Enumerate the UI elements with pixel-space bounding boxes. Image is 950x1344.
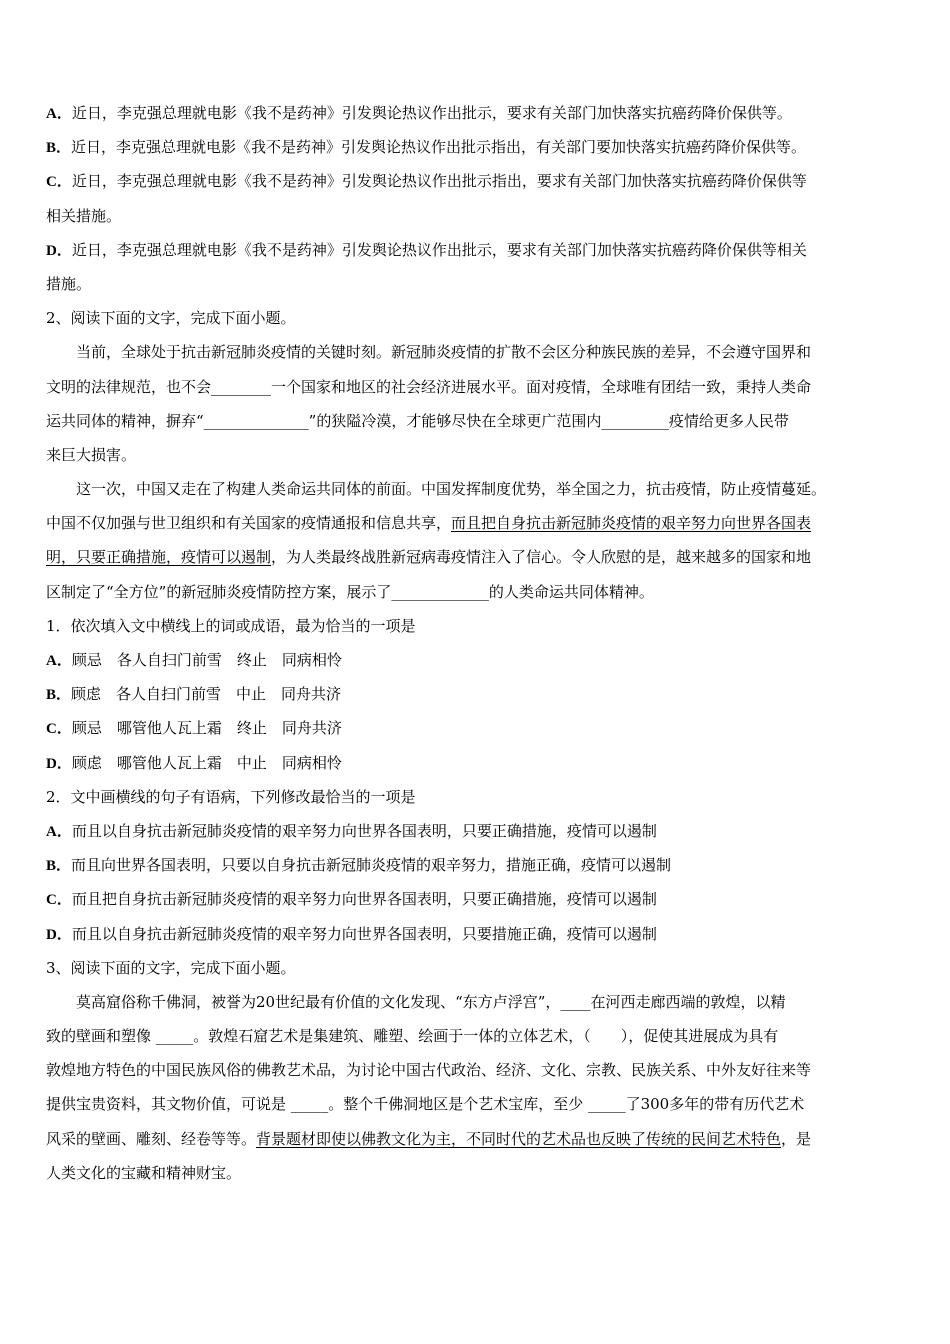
sub1-option-c xyxy=(46,711,906,745)
fill-blank-4: _____________ xyxy=(391,582,489,601)
fill-blank-3: _________ xyxy=(601,411,669,430)
section2-passage1-line3 xyxy=(46,404,906,438)
passage-text: 致的壁画和塑像 xyxy=(46,1027,156,1046)
passage-text: 。敦煌石窟艺术是集建筑、雕塑、绘画于一体的立体艺术，（ ），促使其进展成为具有 xyxy=(193,1027,779,1046)
option-label: D． xyxy=(46,926,72,943)
fill-blank-3: _____ xyxy=(290,1095,329,1114)
passage-text: 文明的法律规范，也不会 xyxy=(46,377,212,396)
option-text: 近日，李克强总理就电影《我不是药神》引发舆论热议作出批示，要求有关部门加快落实抗癌药降价保供等相关 xyxy=(71,240,807,259)
section2-passage1-line1: 当前，全球处于抗击新冠肺炎疫情的关键时刻。新冠肺炎疫情的扩散不会区分种族民族的差异，不会遵守国界和 xyxy=(76,343,812,362)
fill-blank-1: ____ xyxy=(560,992,591,1011)
sub2-option-d xyxy=(46,917,906,951)
option-text: 近日，李克强总理就电影《我不是药神》引发舆论热议作出批示指出，有关部门要加快落实抗癌药降价保供等。 xyxy=(71,138,807,157)
option-label: B． xyxy=(46,687,72,704)
q1-option-c xyxy=(46,164,906,198)
option-text: 顾虑 哪管他人瓦上霜 中止 同病相怜 xyxy=(71,753,342,772)
section2-passage2-line2 xyxy=(46,506,906,540)
option-label: C． xyxy=(46,892,72,909)
section2-passage1-line2 xyxy=(46,370,906,404)
section2-passage2-line3 xyxy=(46,540,906,574)
option-label: A． xyxy=(46,653,72,669)
option-text: 而且向世界各国表明，只要以自身抗击新冠肺炎疫情的艰辛努力，措施正确，疫情可以遏制 xyxy=(71,856,672,875)
passage-text: 了300多年的带有历代艺术 xyxy=(625,1095,805,1114)
q1-option-d-continued xyxy=(46,267,906,301)
fill-blank-4: _____ xyxy=(588,1095,626,1114)
passage-text: 莫高窟俗称千佛洞，被誉为20世纪最有价值的文化发现、“东方卢浮宫”， xyxy=(76,992,561,1011)
passage-text: 疫情给更多人民带 xyxy=(668,411,789,430)
option-label: C． xyxy=(46,174,72,191)
q1-option-b xyxy=(46,130,906,164)
option-label: B． xyxy=(46,140,72,157)
fill-blank-1: ________ xyxy=(211,377,272,396)
option-text: 近日，李克强总理就电影《我不是药神》引发舆论热议作出批示指出，要求有关部门加快落实抗癌药降价保供等 xyxy=(71,172,807,191)
option-text: 相关措施。 xyxy=(46,206,122,225)
passage-text: ，是 xyxy=(781,1129,812,1148)
option-text: 顾虑 各人自扫门前雪 中止 同舟共济 xyxy=(71,685,342,704)
section2-heading: 2、阅读下面的文字，完成下面小题。 xyxy=(46,309,296,328)
section3-passage-line1 xyxy=(46,985,906,1019)
option-text: 顾忌 哪管他人瓦上霜 终止 同舟共济 xyxy=(71,719,342,738)
passage-text: 区制定了“全方位”的新冠肺炎疫情防控方案，展示了 xyxy=(46,582,392,601)
section3-passage-line3: 敦煌地方特色的中国民族风俗的佛教艺术品，为讨论中国古代政治、经济、文化、宗教、民族关系、中外友好往来等 xyxy=(46,1061,812,1080)
option-label: B． xyxy=(46,858,72,875)
section3-passage-line6: 人类文化的宝藏和精神财宝。 xyxy=(46,1163,242,1182)
passage-text: 风采的壁画、雕刻、经卷等等。 xyxy=(46,1129,257,1148)
sub2-option-c xyxy=(46,882,906,916)
section2-passage2-line4 xyxy=(46,575,906,609)
section3-passage-line2 xyxy=(46,1019,906,1053)
sub1-option-b xyxy=(46,677,906,711)
option-text: 顾忌 各人自扫门前雪 终止 同病相怜 xyxy=(71,651,342,669)
passage-text: 。整个千佛洞地区是个艺术宝库，至少 xyxy=(328,1095,589,1114)
section2-passage1-line4: 来巨大损害。 xyxy=(46,445,137,464)
section3-heading: 3、阅读下面的文字，完成下面小题。 xyxy=(46,958,296,977)
option-label: A． xyxy=(46,106,72,122)
passage-text: 一个国家和地区的社会经济进展水平。面对疫情，全球唯有团结一致，秉持人类命 xyxy=(271,377,812,396)
underlined-sentence: 背景题材即使以佛教文化为主，不同时代的艺术品也反映了传统的民间艺术特色 xyxy=(256,1129,782,1148)
underlined-sentence: 明，只要正确措施，疫情可以遏制 xyxy=(46,548,272,567)
fill-blank-2: _____ xyxy=(155,1027,194,1046)
passage-text: 提供宝贵资料，其文物价值，可说是 xyxy=(46,1095,291,1114)
option-label: D． xyxy=(46,755,72,772)
option-label: D． xyxy=(46,242,72,259)
option-text: 而且以自身抗击新冠肺炎疫情的艰辛努力向世界各国表明，只要措施正确，疫情可以遏制 xyxy=(71,924,657,943)
passage-text: 运共同体的精神，摒弃“ xyxy=(46,411,204,430)
sub2-option-b xyxy=(46,848,906,882)
option-text: 近日，李克强总理就电影《我不是药神》引发舆论热议作出批示，要求有关部门加快落实抗癌药降价保供等。 xyxy=(71,104,792,122)
option-label: C． xyxy=(46,721,72,738)
passage-text: 在河西走廊西端的敦煌，以精 xyxy=(590,992,786,1011)
q1-option-d xyxy=(46,233,906,267)
passage-text: 中国不仅加强与世卫组织和有关国家的疫情通报和信息共享， xyxy=(46,514,452,533)
option-label: A． xyxy=(46,823,72,840)
sub1-option-a xyxy=(46,643,906,677)
section2-passage2-line1: 这一次，中国又走在了构建人类命运共同体的前面。中国发挥制度优势，举全国之力，抗击疫情，防止疫情蔓延。 xyxy=(76,480,827,499)
passage-text: 的人类命运共同体精神。 xyxy=(488,582,654,601)
passage-text: ，为人类最终战胜新冠病毒疫情注入了信心。令人欣慰的是，越来越多的国家和地 xyxy=(271,548,812,567)
section3-passage-line5 xyxy=(46,1122,906,1156)
q1-option-c-continued xyxy=(46,199,906,233)
section3-passage-line4 xyxy=(46,1087,906,1121)
option-text: 而且以自身抗击新冠肺炎疫情的艰辛努力向世界各国表明，只要正确措施，疫情可以遏制 xyxy=(71,821,657,840)
option-text: 措施。 xyxy=(46,274,92,293)
sub2-stem: 2．文中画横线的句子有语病，下列修改最恰当的一项是 xyxy=(46,787,416,806)
q1-option-a xyxy=(46,96,906,130)
sub2-option-a xyxy=(46,814,906,848)
passage-text: ”的狭隘冷漠，才能够尽快在全球更广范围内 xyxy=(308,411,602,430)
sub1-stem: 1．依次填入文中横线上的词或成语，最为恰当的一项是 xyxy=(46,616,416,635)
fill-blank-2: ______________ xyxy=(203,411,309,430)
option-text: 而且把自身抗击新冠肺炎疫情的艰辛努力向世界各国表明，只要正确措施，疫情可以遏制 xyxy=(71,890,657,909)
exam-page xyxy=(46,96,906,1190)
sub1-option-d xyxy=(46,746,906,780)
underlined-sentence: 而且把自身抗击新冠肺炎疫情的艰辛努力向世界各国表 xyxy=(451,514,812,533)
